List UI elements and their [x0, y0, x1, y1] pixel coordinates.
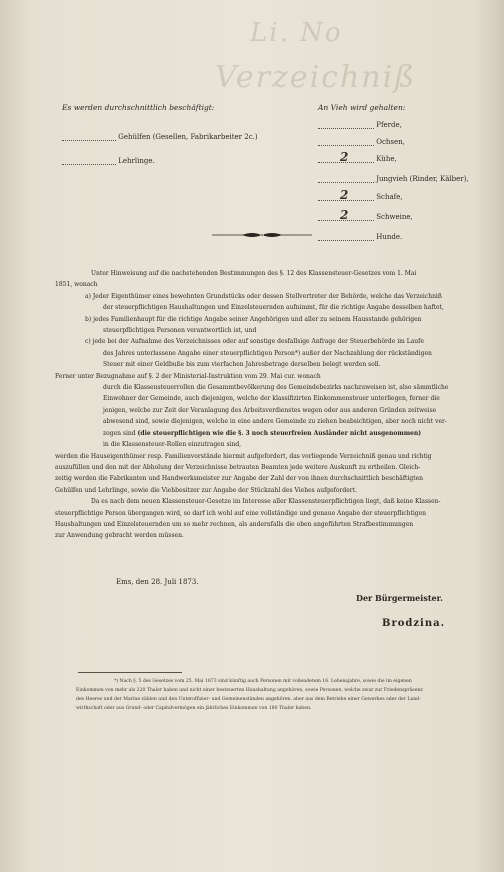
text-line: zeitig werden die Fabrikanten und Handwerksmeister zur Angabe der Zahl der von ihnen durchschnittlich beschäftigten: [55, 475, 424, 483]
text-line: steuerpflichtige Person übergangen wird, so darf ich wohl auf eine vollständige und genaue Angabe der steuerpflichtigen: [55, 509, 427, 517]
text-line: des Jahres unterlassene Angabe einer steuerpflichtigen Person*) außer der Nachzahlung der rückständigen: [103, 349, 432, 357]
mayor-title: Der Bürgermeister.: [356, 593, 443, 603]
livestock-label: Kühe,: [376, 155, 397, 163]
text-line: abwesend sind, sowie diejenigen, welche in eine andere Gemeinde zu ziehen beabsichtigen, aber noch nicht ver-: [103, 418, 447, 426]
livestock-label: Schweine,: [376, 213, 413, 221]
text-line: Ferner unter Bezugnahme auf §. 2 der Ministerial-Instruktion vom 29. Mai cur. wonach: [55, 372, 321, 380]
employees-row: [62, 133, 287, 154]
livestock-label: Hunde.: [376, 233, 403, 241]
apprentices-count-field[interactable]: [62, 157, 116, 165]
footnote-line: Einkommen von mehr als 220 Thaler haben und nicht einer besteuerten Haushaltung angehören, sowie Personen, welche zwar zur Friedenspräsenz: [76, 688, 423, 693]
ornamental-divider: [212, 230, 312, 240]
livestock-count-field[interactable]: [318, 175, 374, 183]
text-line: [55, 428, 495, 439]
livestock-row: [318, 233, 493, 251]
employees-section: [62, 103, 287, 178]
text-line: Da es nach dem neuen Klassensteuer-Gesetze im Interesse aller Klassensteuerpflichtigen liegt, daß keine Klassen-: [91, 498, 441, 506]
livestock-row: [318, 208, 493, 233]
regulations-text: [55, 268, 495, 542]
text-line: b) jedes Familienhaupt für die richtige Angabe seiner Angehörigen und aller zu seinem Hausstande gehörigen: [85, 315, 422, 323]
text-line: der steuerpflichtigen Haushaltungen und Einzelsteuernden aufnimmt, für die richtige Angabe desselben haftet,: [103, 304, 444, 312]
text-line: Unter Hinweisung auf die nachstehenden Bestimmungen des §. 12 des Klassensteuer-Gesetzes vom 1. Mai: [91, 270, 417, 277]
text-line: werden die Hauseigenthümer resp. Familienvorstände hiermit aufgefordert, das vorliegende Verzeichniß genau und richtig: [55, 452, 432, 460]
livestock-count-field[interactable]: [318, 208, 374, 222]
bleed-through-title: Verzeichniß: [215, 60, 417, 95]
text-line: c) jede bei der Aufnahme des Verzeichnisses oder auf sonstige desfallsige Anfrage der Steuerbehörde im Laufe: [85, 338, 424, 346]
footnote: [76, 677, 496, 713]
footnote-line: *) Nach §. 5 des Gesetzes vom 25. Mai 1873 sind künftig auch Personen mit vollendetem 16. Lebensjahre, sowie die im eigenen: [114, 679, 412, 684]
text-line: Haushaltungen und Einzelsteuernden um so mehr rechnen, als andernfalls die oben angeführten Strafbestimmungen: [55, 520, 414, 528]
text-line: Einwohner der Gemeinde, auch diejenigen, welche der klassifizirten Einkommensteuer unterliegen, ferner die: [103, 395, 440, 403]
livestock-label: Schafe,: [376, 193, 403, 201]
employees-heading: Es werden durchschnittlich beschäftigt:: [62, 103, 215, 112]
text-line: jenigen, welche zur Zeit der Veranlagung des Arbeitsverdienstes wegen oder aus anderen Gründen zeitweise: [103, 406, 437, 414]
text-fragment: zogen sind: [103, 429, 138, 437]
livestock-heading: An Vieh wird gehalten:: [318, 103, 406, 112]
apprentices-label: Lehrlinge.: [118, 157, 155, 165]
footnote-line: des Heeres und der Marine zählen und den Unteroffizier- und Gemeinenständen angehören, aber aus dem Betriebe einer Gewerbes oder der Land-: [76, 697, 421, 702]
livestock-count-field[interactable]: [318, 233, 374, 241]
livestock-row: [318, 121, 493, 138]
text-line: zur Anwendung gebracht werden müssen.: [55, 532, 184, 540]
handwritten-count: 2: [340, 208, 349, 222]
text-line: a) Jeder Eigenthümer eines bewohnten Grundstücks oder dessen Stellvertreter der Behörde, welche das Verzeichniß: [85, 292, 442, 300]
text-line: durch die Klassensteuerrollen die Gesammtbevölkerung des Gemeindebezirks nachzuweisen ist, also sämmtliche: [103, 384, 449, 392]
footnote-line: wirthschaft oder aus Grund- oder Capitalvermögen ein jährliches Einkommen von 180 Thaler haben.: [76, 706, 312, 711]
livestock-count-field[interactable]: [318, 138, 374, 146]
text-line: 1851, wonach: [55, 281, 98, 289]
text-line: steuerpflichtigen Personen verantwortlich ist, und: [103, 327, 257, 335]
text-line: Gehülfen und Lehrlinge, sowie die Viehbesitzer zur Angabe der Stückzahl des Viehes aufgefordert.: [55, 486, 357, 494]
text-line: Steuer mit einer Geldbuße bis zum vierfachen Jahresbetrage derselben belegt werden soll.: [103, 361, 381, 369]
employees-label: Gehülfen (Gesellen, Fabrikarbeiter 2c.): [118, 133, 258, 141]
bleed-through-header: Li. No: [250, 18, 343, 48]
apprentices-row: [62, 157, 287, 178]
mayor-name: Brodzina.: [382, 618, 446, 629]
livestock-count-field[interactable]: [318, 121, 374, 129]
handwritten-count: 2: [340, 188, 349, 202]
text-line: in die Klassensteuer-Rollen einzutragen sind,: [103, 441, 242, 449]
handwritten-count: 2: [340, 150, 349, 164]
employees-count-field[interactable]: [62, 133, 116, 141]
livestock-section: [318, 103, 493, 251]
footnote-rule: [78, 672, 182, 673]
livestock-count-field[interactable]: [318, 150, 374, 164]
livestock-count-field[interactable]: [318, 188, 374, 202]
place-date: Ems, den 28. Juli 1873.: [116, 578, 199, 586]
livestock-row: [318, 150, 493, 175]
text-line: auszufüllen und den mit der Abholung der Verzeichnisse betrauten Beamten jede weitere Auskunft zu ertheilen. Gleich-: [55, 463, 421, 471]
livestock-label: Jungvieh (Rinder, Kälber),: [376, 175, 469, 183]
livestock-label: Ochsen,: [376, 138, 405, 146]
livestock-label: Pferde,: [376, 121, 402, 129]
emphasis-text: (die steuerpflichtigen wie die §. 3 noch steuerfreien Ausländer nicht ausgenommen): [137, 429, 422, 437]
